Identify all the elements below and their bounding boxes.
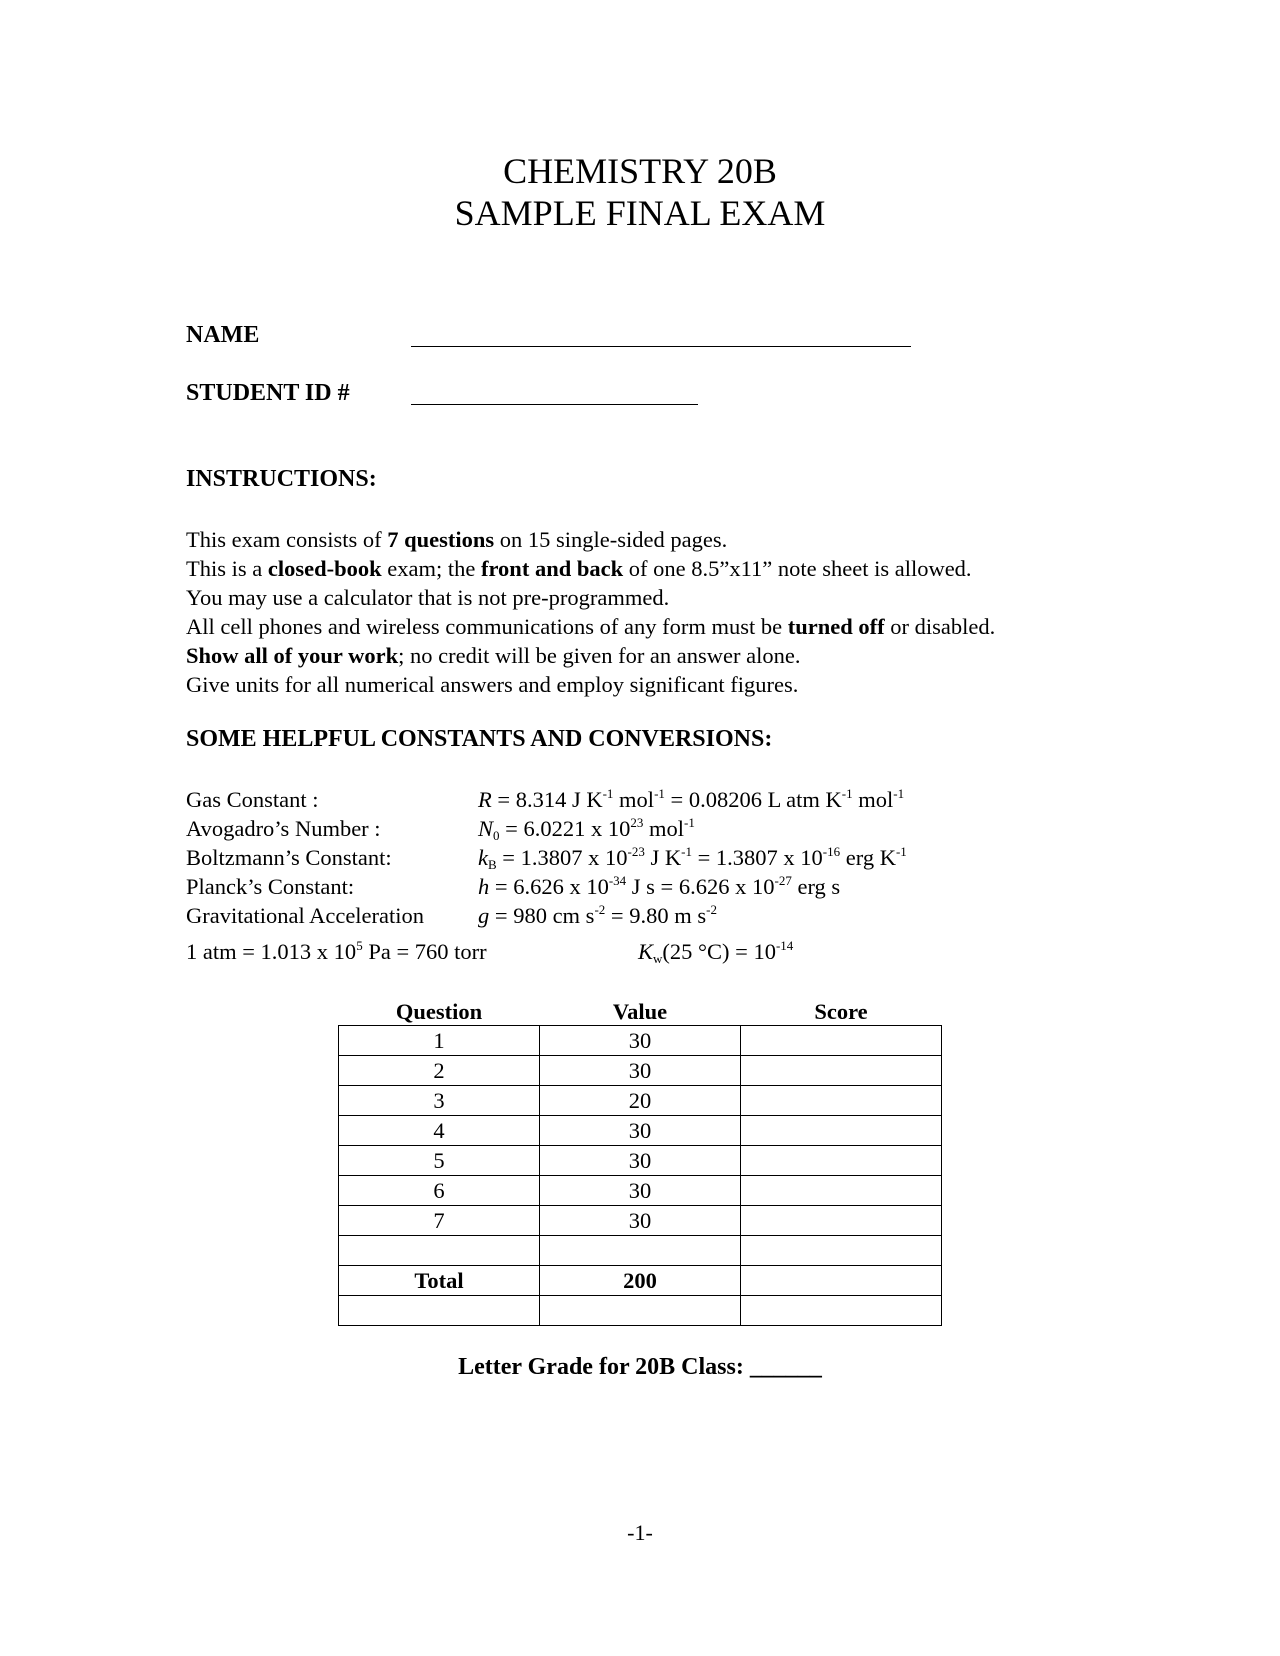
- kw-value: $K_w(25$ $^\circ C) = 10^{-14}$: [638, 938, 794, 966]
- blank-cell[interactable]: [741, 1296, 942, 1326]
- question-value: 30: [540, 1176, 741, 1206]
- header-question: Question: [395, 999, 483, 1024]
- total-row: [339, 1266, 942, 1296]
- table-row-blank: [339, 1296, 942, 1326]
- total-label: Total: [339, 1266, 540, 1296]
- avogadro-value: $N_0 = 6.0221$ x $10^{23}$ mol$^{-1}$: [478, 815, 695, 843]
- table-row: [339, 1056, 942, 1086]
- question-number: 5: [339, 1146, 540, 1176]
- question-number: 2: [339, 1056, 540, 1086]
- question-number: 3: [339, 1086, 540, 1116]
- blank-cell: [339, 1296, 540, 1326]
- question-number: 7: [339, 1206, 540, 1236]
- question-score[interactable]: [741, 1116, 942, 1146]
- name-label: NAME: [186, 322, 260, 348]
- total-score[interactable]: [741, 1266, 942, 1296]
- title-course: CHEMISTRY 20B: [503, 151, 777, 191]
- question-score[interactable]: [741, 1026, 942, 1056]
- question-score[interactable]: [741, 1086, 942, 1116]
- question-value: 30: [540, 1116, 741, 1146]
- instruction-line: Give units for all numerical answers and employ significant figures.: [186, 672, 799, 697]
- table-row: [339, 1116, 942, 1146]
- page-number: -1-: [627, 1520, 653, 1545]
- table-row: [339, 1206, 942, 1236]
- letter-grade: Letter Grade for 20B Class: ______: [458, 1354, 822, 1380]
- instruction-line: Show all of your work; no credit will be given for an answer alone.: [186, 643, 801, 668]
- instruction-line: All cell phones and wireless communications of any form must be turned off or disabled.: [186, 614, 996, 639]
- question-value: 30: [540, 1056, 741, 1086]
- atm-conversion: 1 atm = 1.013 x $10^5$ Pa = 760 torr: [186, 938, 487, 964]
- instruction-line: This is a closed-book exam; the front and back of one 8.5”x11” note sheet is allowed.: [186, 556, 972, 581]
- avogadro-label: Avogadro’s Number :: [186, 816, 381, 841]
- question-value: 30: [540, 1026, 741, 1056]
- boltzmann-value: $k_B = 1.3807$ x $10^{-23}$ J $K^{-1} = 1.3807$ x $10^{-16}$ erg $K^{-1}$: [478, 844, 907, 872]
- table-row: [339, 1146, 942, 1176]
- question-value: 30: [540, 1146, 741, 1176]
- question-score[interactable]: [741, 1176, 942, 1206]
- instructions-heading: INSTRUCTIONS:: [186, 466, 377, 492]
- instruction-line: You may use a calculator that is not pre-programmed.: [186, 585, 670, 610]
- title-exam: SAMPLE FINAL EXAM: [454, 193, 826, 233]
- score-table: [338, 997, 942, 1326]
- student-id-label: STUDENT ID #: [186, 380, 350, 406]
- planck-label: Planck’s Constant:: [186, 874, 355, 899]
- table-row: [339, 1086, 942, 1116]
- constants-labels: [186, 785, 424, 930]
- blank-cell: [339, 1236, 540, 1266]
- gas-constant-label: Gas Constant :: [186, 787, 319, 812]
- constants-heading: SOME HELPFUL CONSTANTS AND CONVERSIONS:: [186, 726, 773, 752]
- question-value: 30: [540, 1206, 741, 1236]
- name-blank[interactable]: [411, 346, 911, 347]
- table-row-blank: [339, 1236, 942, 1266]
- question-score[interactable]: [741, 1056, 942, 1086]
- header-score: Score: [814, 999, 868, 1024]
- blank-cell[interactable]: [741, 1236, 942, 1266]
- question-score[interactable]: [741, 1146, 942, 1176]
- gas-constant-value: R = 8.314 J $K^{-1}$ mol$^{-1}$ = 0.08206 L atm $K^{-1}$ mol$^{-1}$: [478, 786, 905, 812]
- table-row: [339, 1176, 942, 1206]
- gravity-label: Gravitational Acceleration: [186, 903, 425, 928]
- planck-value: h = 6.626 x $10^{-34}$ J s = 6.626 x $10^{-27}$ erg s: [478, 873, 841, 899]
- gravity-value: g = 980 cm $s^{-2} = 9.80$ m $s^{-2}$: [478, 902, 717, 928]
- question-score[interactable]: [741, 1206, 942, 1236]
- table-row: [339, 1026, 942, 1056]
- blank-cell: [540, 1236, 741, 1266]
- instruction-line: This exam consists of 7 questions on 15 single-sided pages.: [186, 527, 728, 552]
- score-table-header: [339, 997, 942, 1026]
- question-number: 6: [339, 1176, 540, 1206]
- question-number: 4: [339, 1116, 540, 1146]
- question-number: 1: [339, 1026, 540, 1056]
- header-value: Value: [612, 999, 668, 1024]
- constants-values: [478, 785, 907, 930]
- boltzmann-label: Boltzmann’s Constant:: [186, 845, 392, 870]
- blank-cell: [540, 1296, 741, 1326]
- question-value: 20: [540, 1086, 741, 1116]
- total-value: 200: [540, 1266, 741, 1296]
- student-id-blank[interactable]: [411, 404, 698, 405]
- instructions-list: [186, 525, 995, 699]
